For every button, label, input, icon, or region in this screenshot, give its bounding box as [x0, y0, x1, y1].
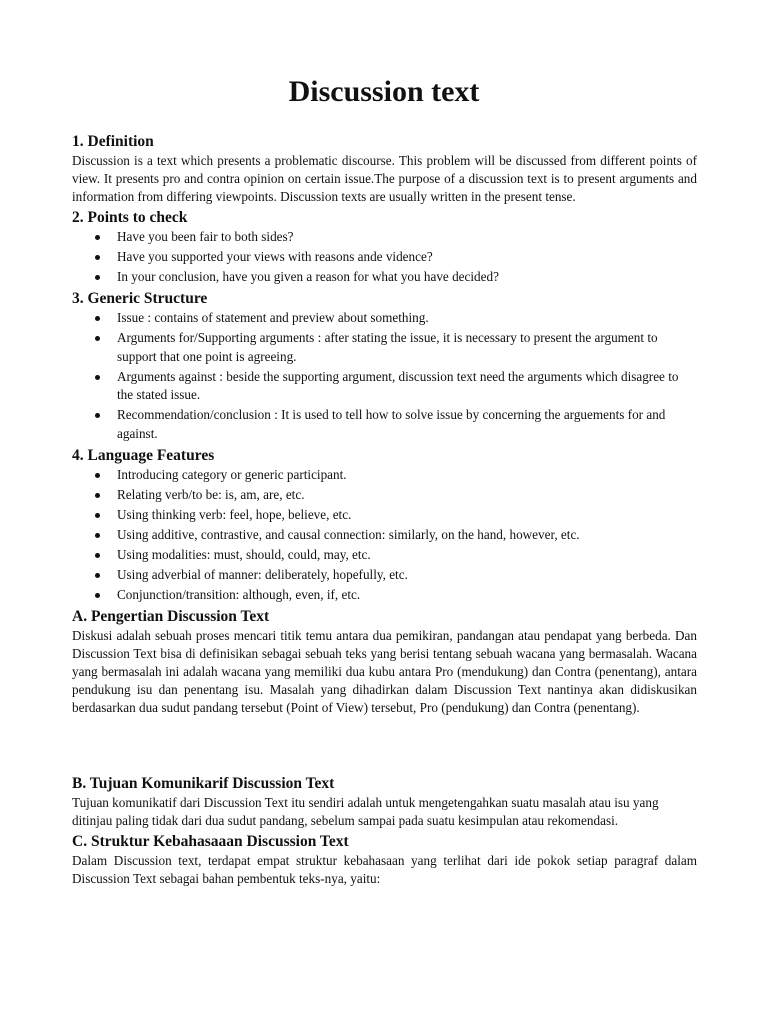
section-pengertian	[72, 606, 697, 717]
section-paragraph: Dalam Discussion text, terdapat empat struktur kebahasaan yang terlihat dari ide pokok setiap paragraf dalam Discussion Text sebagai bahan pembentuk teks-nya, yaitu:	[72, 852, 697, 886]
list-item: Relating verb/to be: is, am, are, etc.	[72, 486, 697, 504]
list-item: Using modalities: must, should, could, may, etc.	[72, 546, 697, 564]
list-item: Introducing category or generic participant.	[72, 466, 697, 484]
section-struktur	[72, 831, 697, 888]
section-heading: 4. Language Features	[72, 446, 215, 464]
section-heading: A. Pengertian Discussion Text	[72, 608, 270, 626]
section-generic-structure	[72, 288, 697, 443]
section-heading: B. Tujuan Komunikarif Discussion Text	[72, 774, 335, 792]
list-item: Recommendation/conclusion : It is used to tell how to solve issue by concerning the arguements for and against.	[72, 406, 697, 443]
list-item: Using thinking verb: feel, hope, believe, etc.	[72, 506, 697, 524]
section-points-to-check	[72, 207, 697, 287]
page-title: Discussion text	[288, 75, 480, 108]
section-heading: 1. Definition	[72, 133, 154, 150]
section-heading: 3. Generic Structure	[72, 290, 208, 307]
section-paragraph: Tujuan komunikatif dari Discussion Text itu sendiri adalah untuk mengetengahkan suatu masalah atau isu yang ditinjau paling tidak dari dua sudut pandang, sebelum sampai pada suatu kesimpulan atau rekomendasi.	[72, 794, 659, 828]
list-item: Issue : contains of statement and preview about something.	[72, 309, 697, 327]
blank-space	[72, 718, 697, 773]
list-item: In your conclusion, have you given a reason for what you have decided?	[72, 268, 697, 286]
section-tujuan	[72, 773, 697, 830]
section-paragraph: Diskusi adalah sebuah proses mencari titik temu antara dua pemikiran, pandangan atau pendapat yang berbeda. Dan Discussion Text bisa di definisikan sebagai sebuah teks yang berisi tentang sebuah wacana yang bermasalah. Wacana yang bermasalah ini adalah wacana yang memiliki dua kubu antara Pro (mendukung) dan Contra (penentang), antara pendukung isu dan penentang isu. Masalah yang dihadirkan dalam Discussion Text nantinya akan didiskusikan berdasarkan dua sudut pandang tersebut (Point of View) tersebut, Pro (pendukung) dan Contra (penentang).	[72, 628, 697, 715]
list-item: Conjunction/transition: although, even, if, etc.	[72, 586, 697, 604]
bullet-list	[72, 466, 697, 605]
section-definition	[72, 131, 697, 206]
bullet-list	[72, 309, 697, 443]
list-item: Arguments for/Supporting arguments : after stating the issue, it is necessary to present the argument to support that one point is agreeing.	[72, 329, 697, 366]
section-heading: 2. Points to check	[72, 208, 188, 226]
list-item: Using additive, contrastive, and causal connection: similarly, on the hand, however, etc.	[72, 526, 697, 544]
list-item: Using adverbial of manner: deliberately, hopefully, etc.	[72, 566, 697, 584]
bullet-list	[72, 228, 697, 287]
section-paragraph: Discussion is a text which presents a problematic discourse. This problem will be discussed from different points of view. It presents pro and contra opinion on certain issue.The purpose of a discussion text is to present arguments and information from differing viewpoints. Discussion texts are usually written in the present tense.	[72, 153, 697, 204]
list-item: Have you supported your views with reasons ande vidence?	[72, 248, 697, 266]
section-heading: C. Struktur Kebahasaaan Discussion Text	[72, 832, 349, 850]
list-item: Arguments against : beside the supporting argument, discussion text need the arguments which disagree to the stated issue.	[72, 368, 697, 405]
section-language-features	[72, 445, 697, 605]
list-item: Have you been fair to both sides?	[72, 228, 697, 246]
document-body	[72, 131, 697, 888]
